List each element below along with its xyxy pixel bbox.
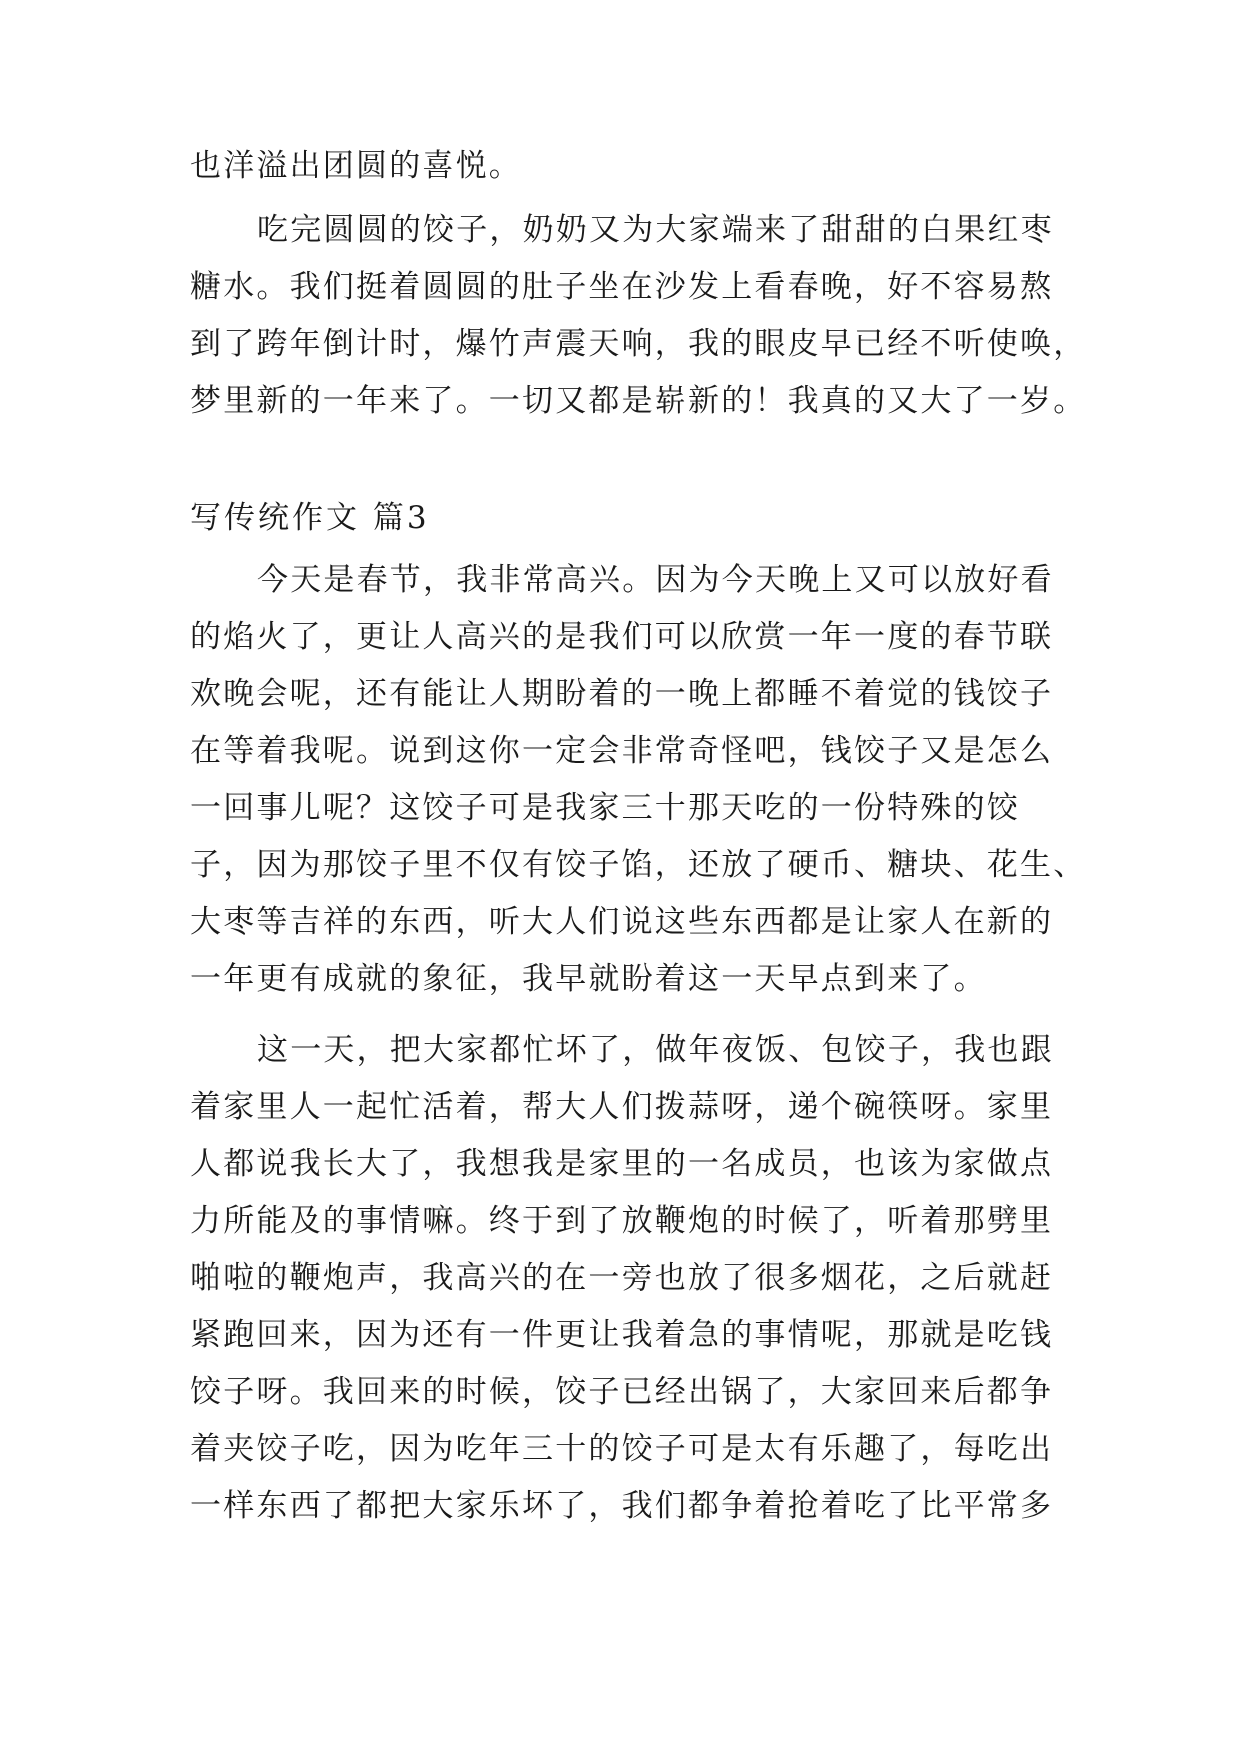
paragraph-line: 梦里新的一年来了。一切又都是崭新的！我真的又大了一岁。 <box>190 383 1087 419</box>
paragraph-line: 啪啦的鞭炮声，我高兴的在一旁也放了很多烟花，之后就赶 <box>190 1260 1054 1296</box>
paragraph-line: 吃完圆圆的饺子，奶奶又为大家端来了甜甜的白果红枣 <box>257 212 1054 248</box>
paragraph-line: 着夹饺子吃，因为吃年三十的饺子可是太有乐趣了，每吃出 <box>190 1431 1054 1467</box>
paragraph-line: 也洋溢出团圆的喜悦。 <box>190 148 522 184</box>
paragraph-line: 一回事儿呢？这饺子可是我家三十那天吃的一份特殊的饺 <box>190 790 1020 826</box>
paragraph-line: 紧跑回来，因为还有一件更让我着急的事情呢，那就是吃钱 <box>190 1317 1054 1353</box>
paragraph-line: 这一天，把大家都忙坏了，做年夜饭、包饺子，我也跟 <box>257 1032 1054 1068</box>
paragraph-line: 人都说我长大了，我想我是家里的一名成员，也该为家做点 <box>190 1146 1054 1182</box>
paragraph-line: 到了跨年倒计时，爆竹声震天响，我的眼皮早已经不听使唤， <box>190 326 1087 362</box>
paragraph-line: 一样东西了都把大家乐坏了，我们都争着抢着吃了比平常多 <box>190 1488 1054 1524</box>
paragraph-line: 今天是春节，我非常高兴。因为今天晚上又可以放好看 <box>257 562 1054 598</box>
paragraph-line: 在等着我呢。说到这你一定会非常奇怪吧，钱饺子又是怎么 <box>190 733 1054 769</box>
paragraph-line: 子，因为那饺子里不仅有饺子馅，还放了硬币、糖块、花生、 <box>190 847 1087 883</box>
paragraph-line: 欢晚会呢，还有能让人期盼着的一晚上都睡不着觉的钱饺子 <box>190 676 1054 712</box>
paragraph-line: 的焰火了，更让人高兴的是我们可以欣赏一年一度的春节联 <box>190 619 1054 655</box>
paragraph-line: 一年更有成就的象征，我早就盼着这一天早点到来了。 <box>190 961 987 997</box>
section-title: 写传统作文 篇3 <box>190 500 430 536</box>
paragraph-line: 着家里人一起忙活着，帮大人们拨蒜呀，递个碗筷呀。家里 <box>190 1089 1054 1125</box>
paragraph-line: 糖水。我们挺着圆圆的肚子坐在沙发上看春晚，好不容易熬 <box>190 269 1054 305</box>
paragraph-line: 饺子呀。我回来的时候，饺子已经出锅了，大家回来后都争 <box>190 1374 1054 1410</box>
paragraph-line: 大枣等吉祥的东西，听大人们说这些东西都是让家人在新的 <box>190 904 1054 940</box>
paragraph-line: 力所能及的事情嘛。终于到了放鞭炮的时候了，听着那劈里 <box>190 1203 1054 1239</box>
